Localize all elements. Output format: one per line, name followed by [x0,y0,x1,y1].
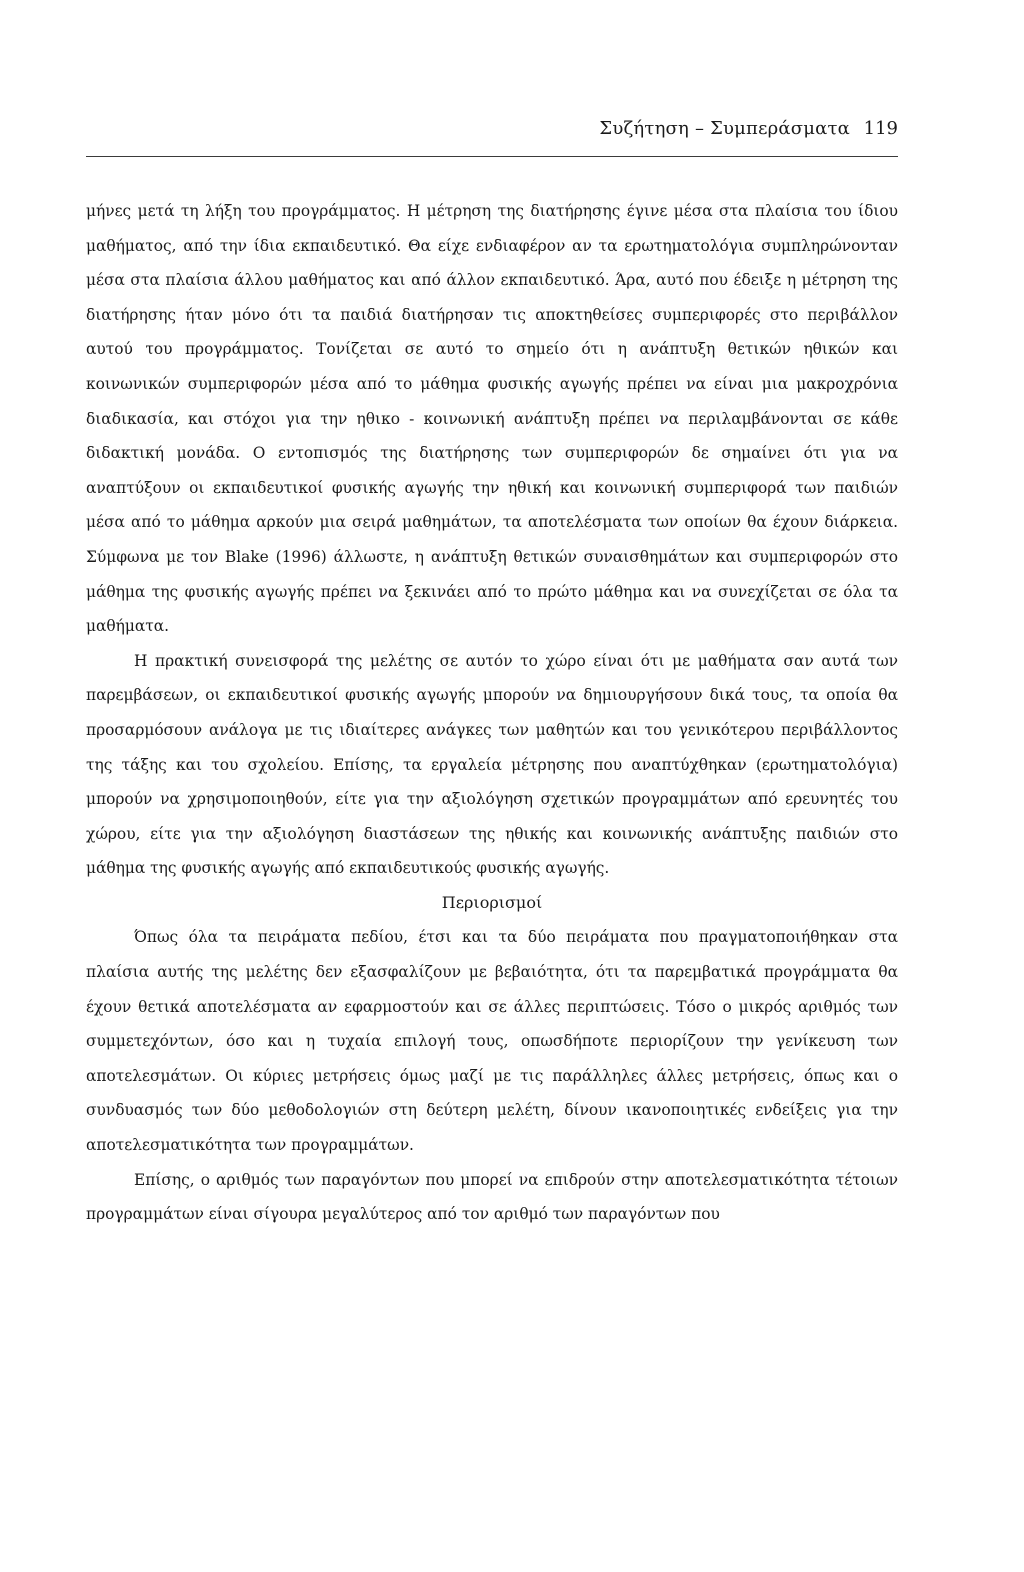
page-header [86,118,898,144]
section-heading: Περιορισμοί [441,892,543,912]
body-paragraph-3: Όπως όλα τα πειράματα πεδίου, έτσι και τα δύο πειράματα που πραγματοποιήθηκαν στα πλαίσια αυτής της μελέτης δεν εξασφαλίζουν με βεβαιότητα, ότι τα παρεμβατικά προγράμματα θα έχουν θετικά αποτελέσματα αν εφαρμοστούν και σε άλλες περιπτώσεις. Τόσο ο μικρός αριθμός των συμμετεχόντων, όσο και η τυχαία επιλογή τους, οπωσδήποτε περιορίζουν την γενίκευση των αποτελεσμάτων. Οι κύριες μετρήσεις όμως μαζί με τις παράλληλες άλλες μετρήσεις, όπως και ο συνδυασμός των δύο μεθοδολογιών στη δεύτερη μελέτη, δίνουν ικανοποιητικές ενδείξεις για την αποτελεσματικότητα των προγραμμάτων. [86,928,898,1155]
body-paragraph-1: μήνες μετά τη λήξη του προγράμματος. Η μέτρηση της διατήρησης έγινε μέσα στα πλαίσια του ίδιου μαθήματος, από την ίδια εκπαιδευτικό. Θα είχε ενδιαφέρον αν τα ερωτηματολόγια συμπληρώνονταν μέσα στα πλαίσια άλλου μαθήματος και από άλλον εκπαιδευτικό. Άρα, αυτό που έδειξε η μέτρηση της διατήρησης ήταν μόνο ότι τα παιδιά διατήρησαν τις αποκτηθείσες συμπεριφορές στο περιβάλλον αυτού του προγράμματος. Τονίζεται σε αυτό το σημείο ότι η ανάπτυξη θετικών ηθικών και κοινωνικών συμπεριφορών μέσα από το μάθημα φυσικής αγωγής πρέπει να είναι μια μακροχρόνια διαδικασία, και στόχοι για την ηθικο - κοινωνική ανάπτυξη πρέπει να περιλαμβάνονται σε κάθε διδακτική μονάδα. Ο εντοπισμός της διατήρησης των συμπεριφορών δε σημαίνει ότι για να αναπτύξουν οι εκπαιδευτικοί φυσικής αγωγής την ηθική και κοινωνική συμπεριφορά των παιδιών μέσα από το μάθημα αρκούν μια σειρά μαθημάτων, τα αποτελέσματα των οποίων θα έχουν διάρκεια. Σύμφωνα με τον Blake (1996) άλλωστε, η ανάπτυξη θετικών συναισθημάτων και συμπεριφορών στο μάθημα της φυσικής αγωγής πρέπει να ξεκινάει από το πρώτο μάθημα και να συνεχίζεται σε όλα τα μαθήματα. [86,202,898,636]
body-paragraph-4: Επίσης, ο αριθμός των παραγόντων που μπορεί να επιδρούν στην αποτελεσματικότητα τέτοιων προγραμμάτων είναι σίγουρα μεγαλύτερος από τον αριθμό των παραγόντων που [86,1170,898,1224]
page-number: 119 [863,118,898,139]
body-paragraph-2: Η πρακτική συνεισφορά της μελέτης σε αυτόν το χώρο είναι ότι με μαθήματα σαν αυτά των παρεμβάσεων, οι εκπαιδευτικοί φυσικής αγωγής μπορούν να δημιουργήσουν δικά τους, τα οποία θα προσαρμόσουν ανάλογα με τις ιδιαίτερες ανάγκες των μαθητών και του γενικότερου περιβάλλοντος της τάξης και του σχολείου. Επίσης, τα εργαλεία μέτρησης που αναπτύχθηκαν (ερωτηματολόγια) μπορούν να χρησιμοποιηθούν, είτε για την αξιολόγηση σχετικών προγραμμάτων από ερευνητές του χώρου, είτε για την αξιολόγηση διαστάσεων της ηθικής και κοινωνικής ανάπτυξης παιδιών στο μάθημα της φυσικής αγωγής από εκπαιδευτικούς φυσικής αγωγής. [86,651,898,878]
header-rule [86,156,898,157]
page-body [86,194,898,1232]
running-title: Συζήτηση – Συμπεράσματα [599,118,850,139]
